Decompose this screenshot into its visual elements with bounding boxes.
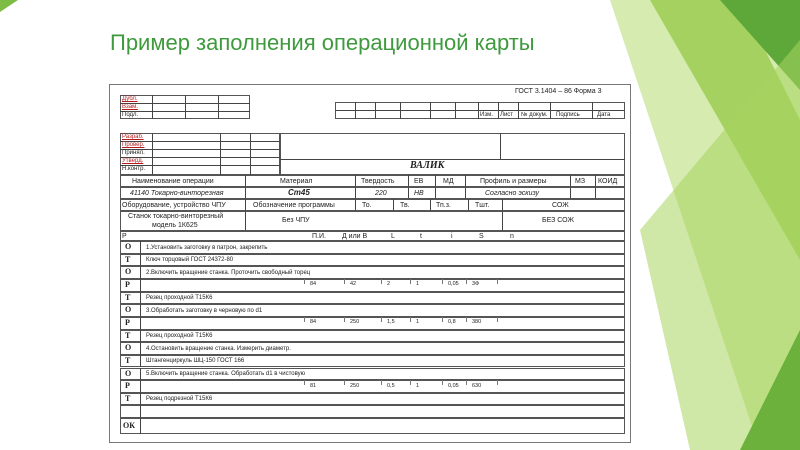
op-row-value: 0,5	[387, 382, 395, 389]
op-row-value: 1	[416, 281, 420, 288]
deco-shape-tl	[0, 0, 18, 12]
rev-dokum: № докум.	[521, 112, 548, 118]
profile-value: Согласно эскизу	[485, 190, 540, 197]
op-row-text: 1.Установить заготовку в патрон, закрепить	[146, 244, 268, 251]
op-row-value: 81	[310, 382, 317, 389]
ph-i: i	[451, 233, 453, 240]
op-row-text: Ключ торцовый ГОСТ 24372-80	[146, 257, 234, 264]
op-row-code: О	[125, 343, 132, 353]
stamp-dubl: Дубл.	[122, 96, 138, 102]
op-row-text: Штангенциркуль ШЦ-150 ГОСТ 166	[146, 358, 245, 365]
coolant-value: БЕЗ СОЖ	[542, 217, 574, 224]
h2-soj: СОЖ	[552, 202, 569, 209]
op-row	[120, 279, 625, 292]
h1-op-name: Наименование операции	[132, 178, 214, 185]
param-header-row	[120, 231, 625, 241]
stamp-utverd: Утверд.	[122, 158, 144, 164]
op-row-value: 250	[350, 382, 360, 389]
equipment-line-2: модель 1К625	[152, 222, 198, 229]
op-row-text: Резец проходной Т15К6	[146, 333, 213, 340]
h2-tsht: Тшт.	[475, 202, 490, 209]
op-row	[120, 380, 625, 393]
h2-tpz: Тп.з.	[436, 202, 451, 209]
stamp-nkontr: Н.контр.	[122, 166, 146, 172]
ph-d: Д или В	[342, 233, 368, 240]
rev-podpis: Подпись	[556, 112, 580, 118]
op-row-code: Т	[125, 254, 131, 264]
op-row-value: 3Ф	[472, 281, 480, 288]
operation-card	[109, 84, 631, 443]
op-row-code: О	[125, 305, 132, 315]
stamp-podl: Подл.	[122, 112, 139, 118]
op-row-code: Р	[125, 317, 130, 327]
op-row-value: 0,05	[448, 382, 459, 389]
op-row-value: 380	[472, 319, 482, 326]
hardness-value: 220	[375, 190, 387, 197]
op-row-value: 1	[416, 319, 420, 326]
footer-ok: ОК	[123, 421, 136, 430]
h2-tv: Тв.	[400, 202, 410, 209]
part-name: ВАЛИК	[410, 160, 445, 171]
h2-equipment: Оборудование, устройство ЧПУ	[122, 202, 226, 209]
standard-label: ГОСТ 3.1404 – 86 Форма 3	[515, 88, 602, 95]
op-row-value: 630	[472, 382, 482, 389]
stamp-prinyal: Принял.	[122, 150, 145, 156]
rev-list: Лист	[500, 112, 514, 118]
rev-izm: Изм.	[480, 112, 493, 118]
h1-koid: КОИД	[598, 178, 618, 185]
h1-md: МД	[443, 178, 454, 185]
h1-hardness: Твердость	[361, 178, 395, 185]
h1-material: Материал	[280, 178, 313, 185]
h1-profile: Профиль и размеры	[480, 178, 547, 185]
stamp-prover: Провер.	[122, 142, 145, 148]
op-row	[120, 405, 625, 418]
op-row-value: 250	[350, 319, 360, 326]
title-block	[280, 133, 625, 175]
hardness-unit-value: НВ	[414, 190, 424, 197]
ph-l: L	[391, 233, 395, 240]
stamp-vzam: Взам.	[122, 104, 138, 110]
op-row-code: Р	[125, 279, 130, 289]
op-row-value: 84	[310, 281, 317, 288]
ph-t: t	[420, 233, 422, 240]
h2-program: Обозначение программы	[253, 202, 335, 209]
op-row-code: О	[125, 267, 132, 277]
op-row-value: 84	[310, 319, 317, 326]
h1-mz: МЗ	[575, 178, 586, 185]
stamp-razrab: Разраб.	[122, 134, 144, 140]
ph-r: Р	[122, 233, 127, 240]
op-name-value: 41140 Токарно-винторезная	[130, 190, 224, 197]
op-row-value: 2	[387, 281, 391, 288]
op-row-code: О	[125, 242, 132, 251]
op-row-code: Т	[125, 393, 131, 403]
op-row-code: Р	[125, 381, 130, 391]
h2-to: То.	[362, 202, 372, 209]
equipment-line-1: Станок токарно-винторезный	[128, 213, 224, 220]
op-row-value: 1,5	[387, 319, 395, 326]
op-row-value: 42	[350, 281, 357, 288]
op-row-code: Т	[125, 330, 131, 340]
program-value: Без ЧПУ	[282, 217, 310, 224]
h1-ev: ЕВ	[414, 178, 424, 185]
footer-row	[120, 418, 625, 434]
slide-title: Пример заполнения операционной карты	[110, 30, 535, 55]
ph-s: S	[479, 233, 484, 240]
ph-n: n	[510, 233, 514, 240]
op-row-text: 5.Включить вращение станка. Обработать d1 в чистовую	[146, 371, 306, 377]
op-row-text: 3.Обработать заготовку в черновую по d1	[146, 307, 263, 314]
rev-data: Дата	[597, 112, 611, 118]
op-row-text: Резец подрезной Т15К6	[146, 396, 213, 403]
op-row	[120, 317, 625, 330]
material-value: Ст45	[288, 188, 310, 197]
op-row-value: 0,05	[448, 281, 459, 288]
op-row-text: Резец проходной Т15К6	[146, 295, 213, 302]
op-row-code: Т	[125, 292, 131, 302]
op-row-code: О	[125, 368, 132, 378]
op-row-value: 1	[416, 382, 420, 389]
op-row-value: 0,8	[448, 319, 456, 326]
op-row-text: 2.Включить вращение станка. Проточить свободный торец	[146, 269, 311, 276]
op-row-text: 4.Остановить вращение станка. Измерить диаметр.	[146, 345, 291, 352]
ph-pi: П.И.	[312, 233, 326, 240]
op-row-code: Т	[125, 355, 131, 365]
